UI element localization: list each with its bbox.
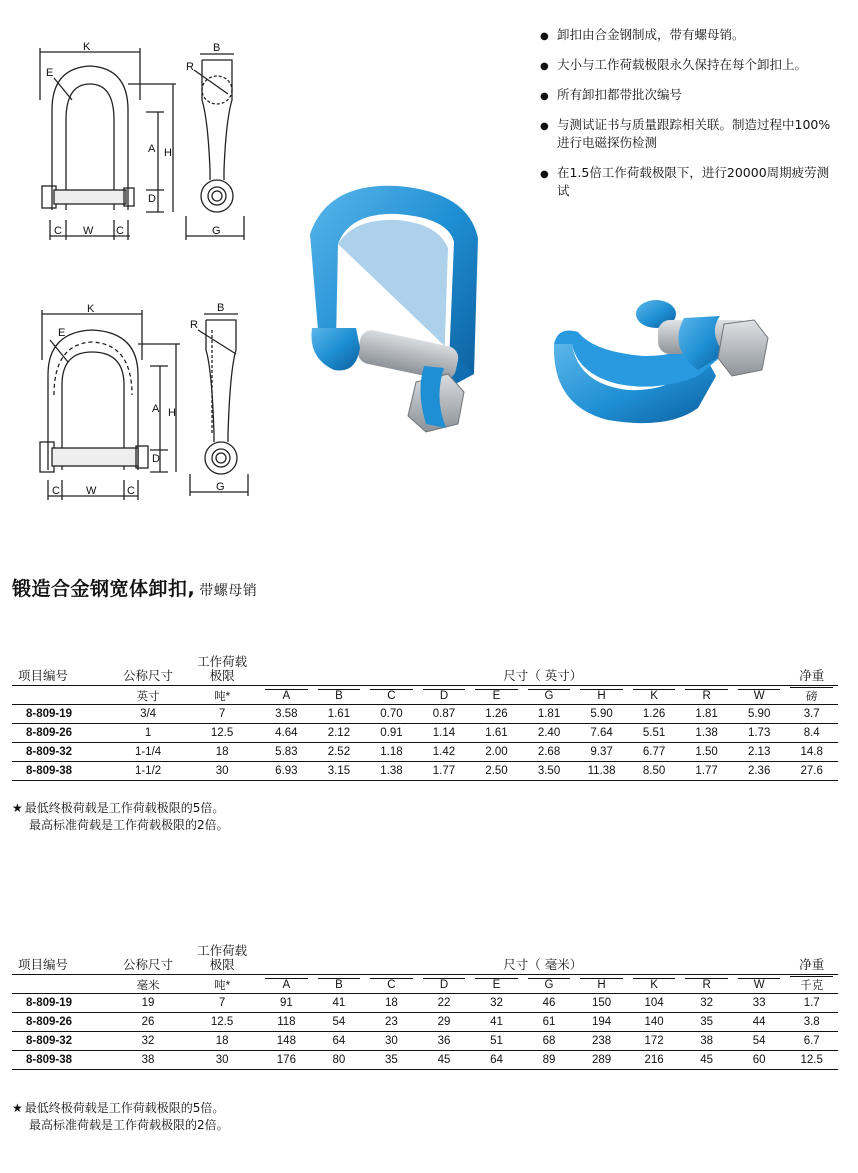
footnote-text: 最低终极荷载是工作荷载极限的5倍。 [24, 801, 225, 815]
table-cell: 64 [313, 1031, 366, 1050]
table-cell: 12.5 [184, 723, 260, 742]
unit-cell [365, 687, 418, 704]
dim-b-label-b: B [217, 302, 225, 314]
header-working-load-limit [184, 944, 260, 974]
header-nominal-size: 公称尺寸 [123, 668, 174, 683]
table-cell: 27.6 [785, 761, 838, 781]
footnote [12, 800, 229, 834]
table-cell: 45 [418, 1050, 471, 1070]
unit-cell [628, 976, 681, 993]
table-cell: 1.50 [680, 742, 733, 761]
bullet-icon: ● [540, 121, 549, 132]
unit-cell [733, 687, 786, 704]
unit-label: E [475, 689, 518, 702]
unit-cell [470, 976, 523, 993]
header-wll-line2: 极限 [209, 957, 235, 972]
table-cell: 2.13 [733, 742, 786, 761]
table-cell: 6.77 [628, 742, 681, 761]
unit-cell [184, 687, 260, 704]
table-cell: 2.40 [523, 723, 576, 742]
table-cell: 150 [575, 993, 628, 1012]
header-dimensions: 尺寸（ 英寸） [503, 668, 583, 683]
unit-label: K [633, 689, 676, 702]
table-cell: 1.14 [418, 723, 471, 742]
unit-label: A [265, 689, 308, 702]
table-row [12, 1050, 838, 1070]
header-net-weight: 净重 [799, 957, 825, 972]
table-cell: 44 [733, 1012, 786, 1031]
table-cell: 19 [112, 993, 184, 1012]
unit-label: D [423, 689, 466, 702]
table-cell: 140 [628, 1012, 681, 1031]
table-cell: 8.4 [785, 723, 838, 742]
star-icon: ★ [12, 1101, 23, 1115]
table-cell: 1.73 [733, 723, 786, 742]
header-row [12, 944, 838, 974]
feature-item: ● 与测试证书与质量跟踪相关联。制造过程中100%进行电磁探伤检测 [540, 117, 831, 150]
table-cell: 0.70 [365, 704, 418, 723]
table-cell: 3.8 [785, 1012, 838, 1031]
dim-g-label: G [212, 225, 221, 237]
table-cell: 8.50 [628, 761, 681, 781]
item-number: 8-809-26 [12, 1012, 112, 1031]
table-cell: 238 [575, 1031, 628, 1050]
unit-cell [680, 687, 733, 704]
table-cell: 12.5 [184, 1012, 260, 1031]
unit-cell [680, 976, 733, 993]
table-cell: 104 [628, 993, 681, 1012]
table-cell: 1.38 [365, 761, 418, 781]
unit-label: B [318, 689, 361, 702]
table-cell: 23 [365, 1012, 418, 1031]
unit-label: 磅 [790, 687, 833, 704]
dim-w-label-b: W [86, 485, 97, 497]
spec-table-metric [12, 944, 838, 1070]
title-sub: 带螺母销 [199, 583, 258, 599]
unit-label: 英寸 [136, 690, 160, 703]
units-blank [12, 976, 112, 993]
table-cell: 54 [733, 1031, 786, 1050]
table-cell: 118 [260, 1012, 313, 1031]
dim-r-label-b: R [190, 319, 198, 331]
header-row [12, 655, 838, 685]
item-number: 8-809-19 [12, 704, 112, 723]
dim-c-label-b: C [52, 485, 60, 497]
table-cell: 7 [184, 704, 260, 723]
side-view-drawing-bottom [184, 300, 254, 505]
front-view-drawing-top [28, 40, 178, 250]
unit-cell [785, 687, 838, 704]
table-cell: 36 [418, 1031, 471, 1050]
table-cell: 89 [523, 1050, 576, 1070]
unit-cell [418, 976, 471, 993]
table-cell: 30 [365, 1031, 418, 1050]
table-cell: 1.77 [418, 761, 471, 781]
table-cell: 35 [680, 1012, 733, 1031]
table-cell: 176 [260, 1050, 313, 1070]
item-number: 8-809-19 [12, 993, 112, 1012]
table-cell: 41 [470, 1012, 523, 1031]
table-cell: 5.90 [575, 704, 628, 723]
header-wll-line1: 工作荷载 [197, 654, 248, 669]
dim-g-label-b: G [216, 481, 225, 493]
table-cell: 1.81 [523, 704, 576, 723]
table-cell: 51 [470, 1031, 523, 1050]
table-cell: 91 [260, 993, 313, 1012]
unit-label: W [738, 978, 781, 991]
dim-c-label-2: C [116, 225, 124, 237]
spec-table-imperial [12, 655, 838, 781]
unit-cell [112, 687, 184, 704]
table-cell: 1-1/4 [112, 742, 184, 761]
unit-label: E [475, 978, 518, 991]
footnote-line2: 最高标准荷载是工作荷载极限的2倍。 [29, 818, 229, 832]
table-cell: 68 [523, 1031, 576, 1050]
table-cell: 6.93 [260, 761, 313, 781]
unit-cell [785, 976, 838, 993]
table-cell: 5.83 [260, 742, 313, 761]
unit-cell [523, 976, 576, 993]
table-cell: 1.26 [628, 704, 681, 723]
table-row [12, 761, 838, 781]
unit-label: 毫米 [136, 979, 160, 992]
dim-d-label: D [148, 193, 156, 205]
table-cell: 1-1/2 [112, 761, 184, 781]
table-row [12, 723, 838, 742]
table-cell: 7.64 [575, 723, 628, 742]
dim-b-label: B [213, 42, 221, 54]
table-cell: 80 [313, 1050, 366, 1070]
table-cell: 32 [112, 1031, 184, 1050]
shackle-photo-lying [548, 296, 776, 432]
header-item-number: 项目编号 [18, 668, 69, 683]
dim-e-label-b: E [58, 327, 66, 339]
unit-cell [313, 687, 366, 704]
unit-cell [575, 687, 628, 704]
unit-cell [523, 687, 576, 704]
table-cell: 1.81 [680, 704, 733, 723]
star-icon: ★ [12, 801, 23, 815]
units-row [12, 976, 838, 993]
table-cell: 29 [418, 1012, 471, 1031]
table-cell: 3.50 [523, 761, 576, 781]
table-row [12, 1012, 838, 1031]
dim-c-label-b2: C [127, 485, 135, 497]
table-cell: 216 [628, 1050, 681, 1070]
dim-e-label: E [46, 67, 54, 79]
table-cell: 35 [365, 1050, 418, 1070]
header-net-weight: 净重 [799, 668, 825, 683]
unit-cell [365, 976, 418, 993]
header-dimensions: 尺寸（ 毫米） [503, 957, 583, 972]
unit-label: G [528, 978, 571, 991]
unit-cell [313, 976, 366, 993]
table-cell: 9.37 [575, 742, 628, 761]
unit-cell [260, 976, 313, 993]
footnote-text: 最低终极荷载是工作荷载极限的5倍。 [24, 1101, 225, 1115]
table-cell: 11.38 [575, 761, 628, 781]
dim-d-label-b: D [152, 453, 160, 465]
table-cell: 1.42 [418, 742, 471, 761]
dim-r-label: R [186, 61, 194, 73]
table-cell: 1.26 [470, 704, 523, 723]
header-nominal-size: 公称尺寸 [123, 957, 174, 972]
dim-w-label: W [83, 225, 94, 237]
bullet-icon: ● [540, 61, 549, 72]
footnote-line1 [12, 800, 229, 817]
header-wll-line2: 极限 [209, 668, 235, 683]
title-main: 锻造合金钢宽体卸扣, [12, 578, 196, 600]
unit-cell [470, 687, 523, 704]
unit-label: H [580, 978, 623, 991]
table-cell: 32 [470, 993, 523, 1012]
item-number: 8-809-26 [12, 723, 112, 742]
table-cell: 38 [112, 1050, 184, 1070]
table-cell: 1.38 [680, 723, 733, 742]
header-item-number: 项目编号 [18, 957, 69, 972]
table-cell: 18 [184, 742, 260, 761]
unit-label: H [580, 689, 623, 702]
header-working-load-limit [184, 655, 260, 685]
unit-label: 千克 [790, 976, 833, 993]
table-cell: 1.18 [365, 742, 418, 761]
table-cell: 1.61 [470, 723, 523, 742]
unit-label: 吨* [214, 979, 231, 992]
table-cell: 2.12 [313, 723, 366, 742]
item-number: 8-809-32 [12, 1031, 112, 1050]
shackle-photo-upright [298, 178, 498, 440]
unit-label: C [370, 689, 413, 702]
table-cell: 148 [260, 1031, 313, 1050]
table-cell: 3/4 [112, 704, 184, 723]
table-row [12, 742, 838, 761]
table-cell: 38 [680, 1031, 733, 1050]
footnote [12, 1100, 229, 1134]
unit-cell [575, 976, 628, 993]
item-number: 8-809-38 [12, 1050, 112, 1070]
table-row [12, 993, 838, 1012]
dim-h-label-b: H [168, 407, 176, 419]
table-cell: 33 [733, 993, 786, 1012]
table-cell: 6.7 [785, 1031, 838, 1050]
unit-label: D [423, 978, 466, 991]
table-cell: 2.50 [470, 761, 523, 781]
table-cell: 14.8 [785, 742, 838, 761]
item-number: 8-809-38 [12, 761, 112, 781]
unit-cell [418, 687, 471, 704]
table-cell: 2.52 [313, 742, 366, 761]
table-cell: 194 [575, 1012, 628, 1031]
unit-label: W [738, 689, 781, 702]
table-cell: 1.61 [313, 704, 366, 723]
table-cell: 7 [184, 993, 260, 1012]
table-cell: 2.36 [733, 761, 786, 781]
table-cell: 5.51 [628, 723, 681, 742]
table-cell: 3.7 [785, 704, 838, 723]
unit-label: 吨* [214, 690, 231, 703]
front-view-drawing-bottom [28, 300, 183, 505]
dim-c-label: C [54, 225, 62, 237]
unit-cell [112, 976, 184, 993]
table-cell: 32 [680, 993, 733, 1012]
table-cell: 46 [523, 993, 576, 1012]
bullet-icon: ● [540, 91, 549, 102]
unit-cell [733, 976, 786, 993]
side-view-drawing-top [180, 40, 250, 250]
bullet-icon: ● [540, 31, 549, 42]
table-cell: 12.5 [785, 1050, 838, 1070]
dim-k-label-b: K [87, 303, 95, 315]
dim-k-label: K [83, 41, 91, 53]
feature-item: ● 在1.5倍工作荷载极限下，进行20000周期疲劳测试 [540, 165, 830, 198]
table-row [12, 704, 838, 723]
dim-h-label: H [164, 147, 172, 159]
product-title [12, 574, 257, 601]
unit-label: G [528, 689, 571, 702]
table-cell: 172 [628, 1031, 681, 1050]
unit-cell [260, 687, 313, 704]
table-cell: 18 [365, 993, 418, 1012]
table-cell: 60 [733, 1050, 786, 1070]
header-wll-line1: 工作荷载 [197, 943, 248, 958]
table-cell: 3.58 [260, 704, 313, 723]
table-cell: 289 [575, 1050, 628, 1070]
feature-item: ● 大小与工作荷载极限永久保持在每个卸扣上。 [540, 56, 840, 74]
table-cell: 1.77 [680, 761, 733, 781]
table-cell: 4.64 [260, 723, 313, 742]
dim-a-label-b: A [152, 403, 160, 415]
table-cell: 0.91 [365, 723, 418, 742]
units-blank [12, 687, 112, 704]
table-cell: 1 [112, 723, 184, 742]
table-cell: 30 [184, 761, 260, 781]
feature-item: ● 所有卸扣都带批次编号 [540, 86, 840, 104]
dim-a-label: A [148, 143, 156, 155]
table-cell: 2.68 [523, 742, 576, 761]
table-cell: 22 [418, 993, 471, 1012]
units-row [12, 687, 838, 704]
unit-label: B [318, 978, 361, 991]
table-cell: 5.90 [733, 704, 786, 723]
table-cell: 0.87 [418, 704, 471, 723]
footnote-line2: 最高标准荷载是工作荷载极限的2倍。 [29, 1118, 229, 1132]
unit-cell [184, 976, 260, 993]
table-cell: 54 [313, 1012, 366, 1031]
table-cell: 2.00 [470, 742, 523, 761]
table-cell: 30 [184, 1050, 260, 1070]
table-cell: 1.7 [785, 993, 838, 1012]
bullet-icon: ● [540, 169, 549, 180]
unit-label: C [370, 978, 413, 991]
unit-cell [628, 687, 681, 704]
item-number: 8-809-32 [12, 742, 112, 761]
unit-label: R [685, 978, 728, 991]
feature-item: ● 卸扣由合金钢制成，带有螺母销。 [540, 26, 840, 44]
table-cell: 45 [680, 1050, 733, 1070]
table-cell: 3.15 [313, 761, 366, 781]
table-row [12, 1031, 838, 1050]
table-cell: 41 [313, 993, 366, 1012]
feature-list [540, 26, 840, 212]
unit-label: R [685, 689, 728, 702]
unit-label: A [265, 978, 308, 991]
footnote-line1 [12, 1100, 229, 1117]
table-cell: 61 [523, 1012, 576, 1031]
table-cell: 26 [112, 1012, 184, 1031]
table-cell: 18 [184, 1031, 260, 1050]
table-cell: 64 [470, 1050, 523, 1070]
unit-label: K [633, 978, 676, 991]
